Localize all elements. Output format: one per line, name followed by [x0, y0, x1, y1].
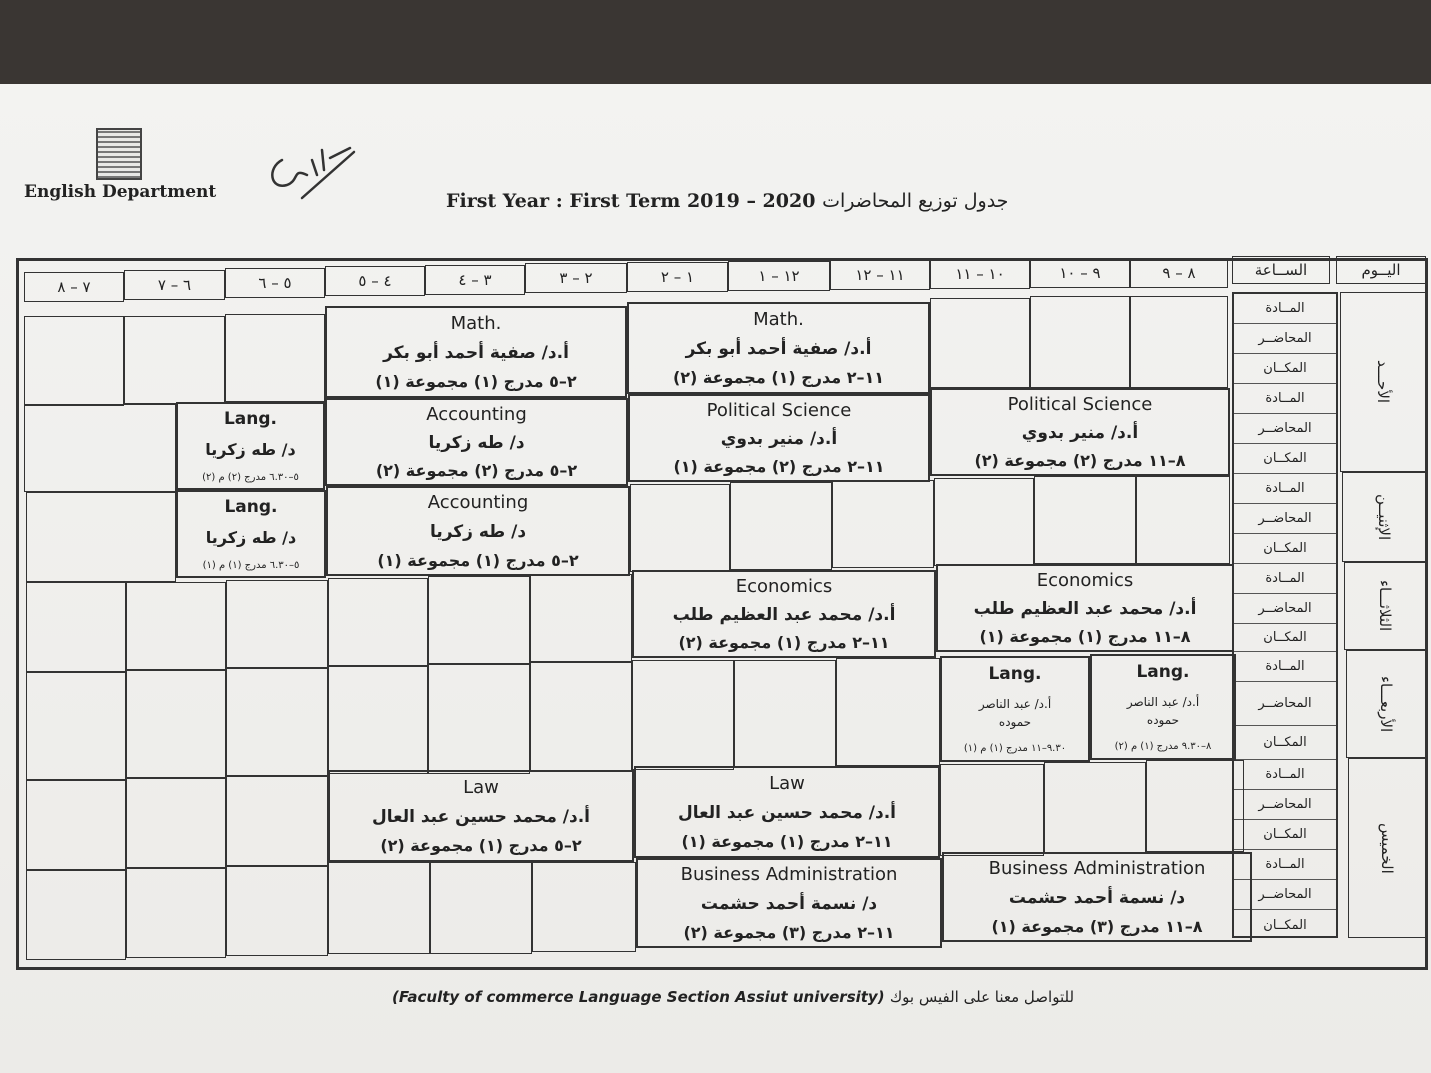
- course-subject: Political Science: [706, 400, 852, 421]
- course-professor: د/ طه زكريا: [428, 433, 525, 453]
- empty-cell: [226, 866, 328, 956]
- empty-cell: [530, 574, 632, 662]
- course-subject: Accounting: [427, 492, 529, 514]
- empty-cell: [24, 316, 124, 406]
- time-slot: ٥ – ٦: [225, 268, 325, 298]
- label-lecturer: المحاضــر: [1234, 880, 1336, 910]
- course-subject: Law: [769, 772, 805, 794]
- course-block: [1090, 654, 1236, 760]
- label-subject: المــادة: [1234, 474, 1336, 504]
- course-block: [176, 490, 326, 578]
- course-subject: Law: [463, 776, 499, 798]
- empty-cell: [126, 868, 226, 958]
- title-arabic: جدول توزيع المحاضرات: [822, 190, 1009, 212]
- handwritten-signature: [262, 130, 357, 200]
- course-location: ٨–٩.٣٠ مدرج (١) م (٢): [1114, 741, 1212, 753]
- course-block: [634, 766, 940, 858]
- empty-cell: [532, 862, 636, 952]
- course-location: ٩.٣٠–١١ مدرج (١) م (١): [963, 743, 1067, 755]
- footer-arabic: للتواصل معنا على الفيس بوك: [889, 988, 1075, 1006]
- empty-cell: [26, 582, 126, 672]
- day-sunday: الأحـــد: [1340, 292, 1426, 472]
- label-location: المكــان: [1234, 444, 1336, 474]
- course-subject: Lang.: [223, 408, 278, 429]
- course-professor: أ.د/ عبد الناصر حموده: [978, 697, 1052, 730]
- empty-cell: [730, 482, 832, 570]
- footer-note: [392, 988, 1074, 1006]
- empty-cell: [940, 764, 1044, 856]
- course-subject: Math.: [450, 312, 502, 334]
- day-wednesday: الأربعـــاء: [1346, 650, 1426, 758]
- empty-cell: [26, 870, 126, 960]
- course-block: [176, 402, 325, 490]
- course-block: [325, 398, 628, 486]
- course-location: ٥–٦.٣٠ مدرج (١) م (١): [202, 560, 300, 572]
- empty-cell: [328, 666, 428, 774]
- label-lecturer: المحاضــر: [1234, 504, 1336, 534]
- label-lecturer: المحاضــر: [1234, 790, 1336, 820]
- time-slot: ٧ – ٨: [24, 272, 124, 302]
- course-professor: د/ طه زكريا: [429, 521, 527, 542]
- label-lecturer: المحاضــر: [1234, 682, 1336, 726]
- empty-cell: [26, 780, 126, 870]
- course-subject: Business Administration: [988, 858, 1206, 880]
- day-tuesday: الثلاثـــاء: [1344, 562, 1426, 650]
- empty-cell: [328, 862, 430, 954]
- course-professor: أ.د/ عبد الناصر حموده: [1126, 695, 1200, 728]
- label-location: المكــان: [1234, 354, 1336, 384]
- empty-cell: [734, 660, 836, 768]
- label-subject: المــادة: [1234, 294, 1336, 324]
- empty-cell: [1146, 760, 1244, 852]
- empty-cell: [836, 658, 940, 766]
- course-professor: أ.د/ محمد عبد العظيم طلب: [973, 599, 1197, 619]
- course-block: [326, 486, 630, 576]
- label-location: المكــان: [1263, 917, 1307, 933]
- course-professor: د/ نسمة أحمد حشمت: [1008, 887, 1186, 908]
- label-column: [1232, 292, 1338, 938]
- label-subject: المــادة: [1234, 384, 1336, 414]
- empty-cell: [126, 778, 226, 868]
- time-slot: ٢ – ٣: [525, 263, 627, 293]
- course-subject: Economics: [1036, 570, 1134, 591]
- corner-time: الســاعة: [1232, 256, 1330, 284]
- course-professor: أ.د/ صفية أحمد أبو بكر: [685, 338, 872, 359]
- time-slot: ١٠ – ١١: [930, 259, 1030, 289]
- corner-day: اليــوم: [1336, 256, 1426, 284]
- empty-cell: [226, 668, 328, 776]
- empty-cell: [124, 316, 225, 404]
- course-location: ١١–٢ مدرج (١) مجموعة (٢): [678, 633, 890, 652]
- empty-cell: [1044, 762, 1146, 854]
- time-slot: ٤ – ٥: [325, 266, 425, 296]
- course-location: ١١–٢ مدرج (١) مجموعة (١): [681, 832, 893, 852]
- day-thursday: الخميس: [1348, 758, 1426, 938]
- empty-cell: [328, 578, 428, 666]
- course-subject: Lang.: [988, 663, 1042, 684]
- course-location: ٢–٥ مدرج (١) مجموعة (١): [375, 372, 577, 392]
- course-block: [325, 306, 627, 398]
- title-english: First Year : First Term 2019 – 2020: [446, 190, 816, 212]
- empty-cell: [225, 314, 325, 402]
- course-professor: د/ طه زكريا: [205, 440, 296, 460]
- label-lecturer: المحاضــر: [1234, 594, 1336, 624]
- course-professor: أ.د/ صفية أحمد أبو بكر: [383, 342, 569, 363]
- course-location: ٨–١١ مدرج (٢) مجموعة (٢): [974, 451, 1186, 470]
- empty-cell: [1136, 476, 1230, 564]
- course-professor: أ.د/ منير بدوي: [1021, 423, 1139, 443]
- label-location: المكــان: [1234, 534, 1336, 564]
- course-block: [628, 394, 930, 482]
- course-block: [940, 656, 1090, 762]
- empty-cell: [226, 776, 328, 866]
- course-location: ١١–٢ مدرج (٢) مجموعة (١): [673, 457, 885, 476]
- course-subject: Accounting: [426, 404, 527, 425]
- empty-cell: [632, 660, 734, 770]
- course-block: [636, 858, 942, 948]
- label-lecturer: المحاضــر: [1234, 324, 1336, 354]
- day-monday: الإثنيــن: [1342, 472, 1426, 562]
- label-location: المكــان: [1234, 624, 1336, 652]
- empty-cell: [934, 478, 1034, 566]
- course-subject: Economics: [735, 576, 833, 597]
- empty-cell: [1030, 296, 1130, 388]
- label-subject: المــادة: [1234, 564, 1336, 594]
- course-professor: د/ نسمة أحمد حشمت: [700, 893, 878, 914]
- course-professor: أ.د/ محمد حسين عبد العال: [372, 806, 590, 827]
- course-location: ٨–١١ مدرج (٣) مجموعة (١): [991, 916, 1203, 936]
- time-slot: ٨ – ٩: [1130, 258, 1228, 288]
- empty-cell: [26, 492, 176, 582]
- label-subject: المــادة: [1234, 850, 1336, 880]
- empty-cell: [530, 662, 632, 772]
- course-location: ٢–٥ مدرج (١) مجموعة (١): [377, 550, 579, 570]
- time-slot: ١ – ٢: [627, 262, 728, 292]
- course-location: ١١–٢ مدرج (٣) مجموعة (٢): [683, 922, 895, 942]
- course-subject: Lang.: [1136, 661, 1190, 682]
- label-subject: المــادة: [1234, 652, 1336, 682]
- course-location: ٢–٥ مدرج (٢) مجموعة (٢): [375, 461, 578, 480]
- time-slot: ١٢ – ١: [728, 261, 830, 291]
- university-logo: [96, 128, 142, 180]
- label-location: المكــان: [1234, 820, 1336, 850]
- course-block: [942, 852, 1252, 942]
- empty-cell: [430, 862, 532, 954]
- time-slot: ٩ – ١٠: [1030, 258, 1130, 288]
- course-professor: أ.د/ منير بدوي: [720, 429, 838, 449]
- empty-cell: [126, 670, 226, 778]
- time-slot: ٦ – ٧: [124, 270, 225, 300]
- time-slot: ١١ – ١٢: [830, 260, 930, 290]
- time-slot: ٣ – ٤: [425, 265, 525, 295]
- course-location: ٢–٥ مدرج (١) مجموعة (٢): [380, 836, 582, 856]
- empty-cell: [428, 664, 530, 774]
- course-subject: Lang.: [224, 496, 278, 517]
- course-location: ٨–١١ مدرج (١) مجموعة (١): [979, 627, 1191, 646]
- empty-cell: [428, 576, 530, 664]
- course-block: [627, 302, 930, 394]
- footer-english: (Faculty of commerce Language Section Assiut university): [392, 988, 885, 1006]
- empty-cell: [630, 484, 730, 572]
- empty-cell: [930, 298, 1030, 388]
- course-location: ٥–٦.٣٠ مدرج (٢) م (٢): [202, 472, 299, 484]
- course-subject: Math.: [753, 308, 804, 330]
- empty-cell: [1034, 476, 1136, 564]
- empty-cell: [832, 480, 934, 568]
- course-block: [328, 770, 634, 862]
- empty-cell: [1130, 296, 1228, 388]
- department-label: English Department: [24, 182, 217, 202]
- label-location: المكــان: [1234, 726, 1336, 760]
- empty-cell: [126, 582, 226, 670]
- course-professor: أ.د/ محمد عبد العظيم طلب: [672, 605, 896, 625]
- label-lecturer: المحاضــر: [1234, 414, 1336, 444]
- course-block: [632, 570, 936, 658]
- course-location: ١١–٢ مدرج (١) مجموعة (٢): [672, 368, 885, 388]
- course-block: [930, 388, 1230, 476]
- course-professor: د/ طه زكريا: [205, 528, 297, 548]
- empty-cell: [24, 404, 176, 492]
- empty-cell: [226, 580, 328, 668]
- course-subject: Business Administration: [680, 864, 898, 886]
- course-subject: Political Science: [1007, 394, 1153, 415]
- course-professor: أ.د/ محمد حسين عبد العال: [678, 802, 896, 823]
- empty-cell: [26, 672, 126, 780]
- course-block: [936, 564, 1234, 652]
- label-subject: المــادة: [1234, 760, 1336, 790]
- page-title: [446, 190, 1008, 212]
